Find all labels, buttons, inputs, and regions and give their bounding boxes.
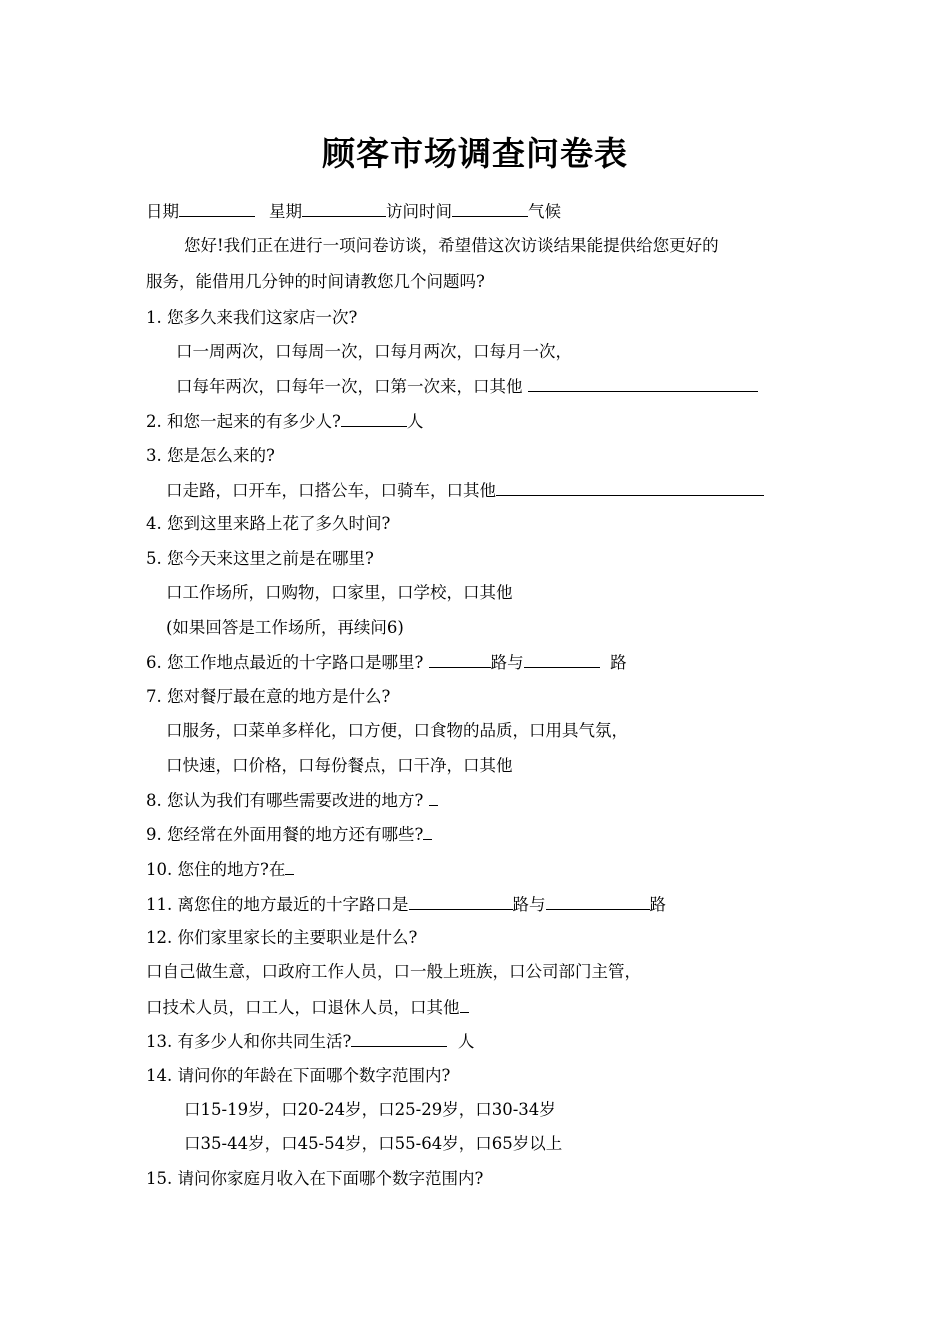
- q12-options-2[interactable]: [146, 996, 469, 1019]
- q10-field[interactable]: [285, 858, 294, 875]
- q14-options-1[interactable]: 口15-19岁，口20-24岁，口25-29岁，口30-34岁: [184, 1100, 556, 1119]
- weather-label: 气候: [528, 202, 561, 221]
- q6-road1-field[interactable]: [429, 651, 491, 668]
- q12-text: 12. 你们家里家长的主要职业是什么?: [146, 928, 418, 947]
- q3-options[interactable]: [166, 479, 764, 502]
- q1-options-2[interactable]: [176, 375, 758, 398]
- q4-text: 4. 您到这里来路上花了多久时间?: [146, 514, 391, 533]
- q11-text: 11. 离您住的地方最近的十字路口是: [146, 895, 409, 914]
- q2-text: 2. 和您一起来的有多少人?: [146, 412, 341, 431]
- q10-text: 10. 您住的地方?在: [146, 860, 286, 879]
- q14-options-2[interactable]: 口35-44岁，口45-54岁，口55-64岁，口65岁以上: [184, 1134, 563, 1153]
- q13-text: 13. 有多少人和你共同生活?: [146, 1032, 352, 1051]
- q9-field[interactable]: [423, 823, 432, 840]
- date-label: 日期: [146, 202, 179, 221]
- q8-text: 8. 您认为我们有哪些需要改进的地方?: [146, 791, 424, 810]
- q8-field[interactable]: [429, 789, 438, 806]
- q3-other-field[interactable]: [496, 479, 764, 496]
- q13-field[interactable]: [351, 1030, 447, 1047]
- q7-options-2[interactable]: 口快速，口价格，口每份餐点，口干净，口其他: [166, 756, 513, 775]
- intro-line-2: 服务，能借用几分钟的时间请教您几个问题吗?: [146, 272, 485, 291]
- q11-end: 路: [649, 895, 666, 914]
- date-field[interactable]: [179, 200, 255, 217]
- q9-line: [146, 823, 432, 846]
- page-title: 顾客市场调查问卷表: [322, 134, 628, 173]
- q5-note: (如果回答是工作场所，再续问6): [166, 618, 404, 637]
- visit-time-label: 访问时间: [386, 202, 452, 221]
- q6-text: 6. 您工作地点最近的十字路口是哪里?: [146, 653, 424, 672]
- q3-options-text[interactable]: 口走路，口开车，口搭公车，口骑车，口其他: [166, 481, 496, 500]
- q12-options-1[interactable]: 口自己做生意，口政府工作人员，口一般上班族，口公司部门主管，: [146, 962, 641, 981]
- q7-text: 7. 您对餐厅最在意的地方是什么?: [146, 687, 391, 706]
- q12-other-field[interactable]: [460, 996, 469, 1013]
- q9-text: 9. 您经常在外面用餐的地方还有哪些?: [146, 825, 424, 844]
- q1-text: 1. 您多久来我们这家店一次?: [146, 308, 358, 327]
- q6-road2-field[interactable]: [524, 651, 600, 668]
- q3-text: 3. 您是怎么来的?: [146, 446, 275, 465]
- q2-field[interactable]: [341, 410, 407, 427]
- visit-time-field[interactable]: [452, 200, 528, 217]
- q15-text: 15. 请问你家庭月收入在下面哪个数字范围内?: [146, 1169, 484, 1188]
- q8-line: [146, 789, 438, 812]
- weekday-field[interactable]: [302, 200, 386, 217]
- q11-road2-field[interactable]: [546, 893, 650, 910]
- q1-other-field[interactable]: [528, 375, 758, 392]
- q7-options-1[interactable]: 口服务，口菜单多样化，口方便，口食物的品质，口用具气氛，: [166, 721, 628, 740]
- q13-unit: 人: [457, 1032, 475, 1051]
- q13-line: [146, 1030, 474, 1053]
- q5-options[interactable]: 口工作场所，口购物，口家里，口学校，口其他: [166, 583, 513, 602]
- intro-line-1: 您好!我们正在进行一项问卷访谈，希望借这次访谈结果能提供给您更好的: [184, 236, 719, 255]
- q11-line: [146, 893, 666, 916]
- q1-options-2-text[interactable]: 口每年两次，口每年一次，口第一次来，口其他: [176, 377, 523, 396]
- weekday-label: 星期: [269, 202, 302, 221]
- q5-text: 5. 您今天来这里之前是在哪里?: [146, 549, 374, 568]
- q2-line: [146, 410, 423, 433]
- header-fields: [146, 200, 561, 223]
- q6-line: [146, 651, 627, 674]
- q11-road1-field[interactable]: [409, 893, 513, 910]
- q6-mid: 路与: [490, 653, 524, 672]
- q14-text: 14. 请问你的年龄在下面哪个数字范围内?: [146, 1066, 451, 1085]
- q12-options-2-text[interactable]: 口技术人员，口工人，口退休人员，口其他: [146, 998, 460, 1017]
- q11-mid: 路与: [512, 895, 546, 914]
- q10-line: [146, 858, 294, 881]
- q2-unit: 人: [406, 412, 424, 431]
- q1-options-1[interactable]: 口一周两次，口每周一次，口每月两次，口每月一次，: [176, 342, 572, 361]
- q6-end: 路: [610, 653, 627, 672]
